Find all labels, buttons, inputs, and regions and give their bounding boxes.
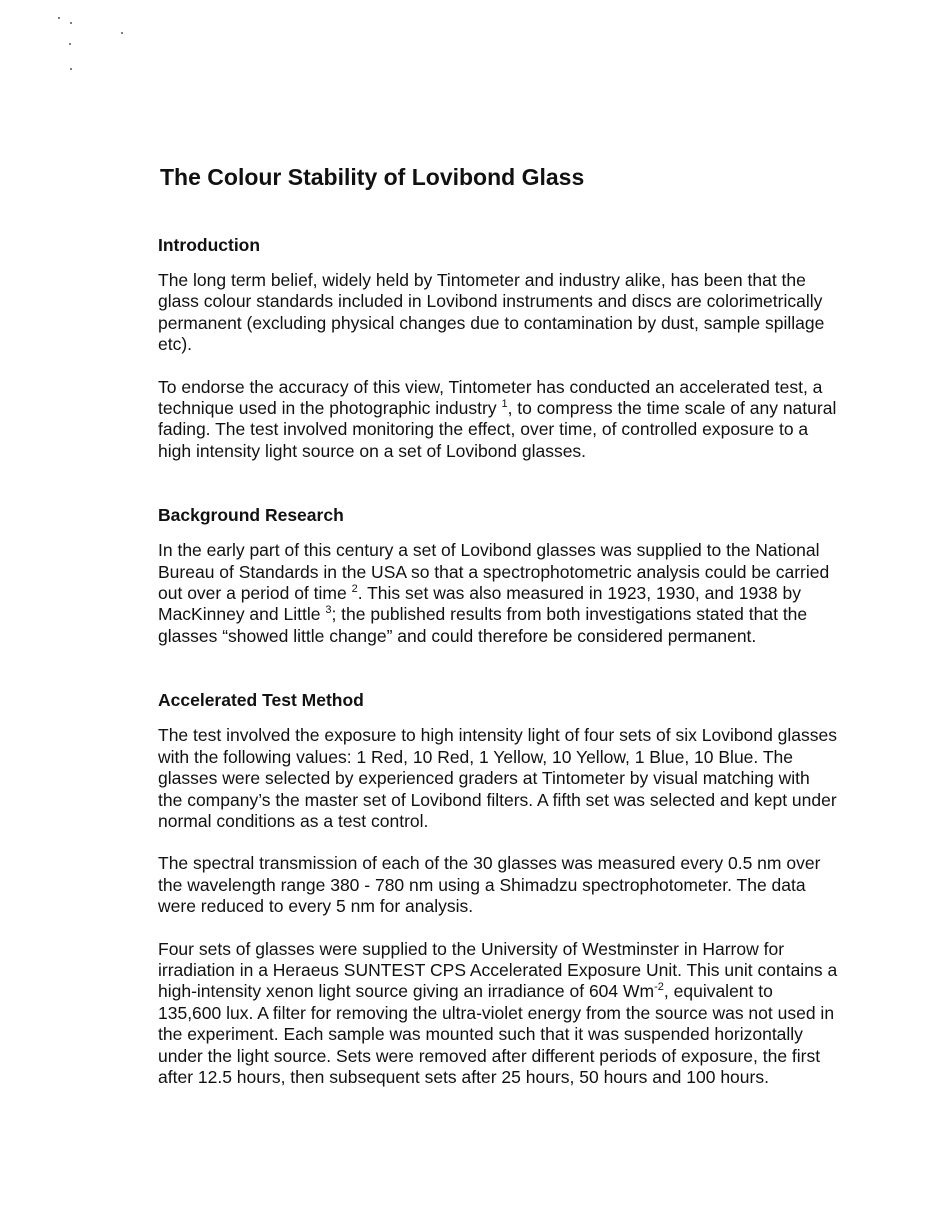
reference-marker: 1 [501,398,508,411]
paragraph-text: , equivalent to 135,600 lux. A filter for removing the ultra-violet energy from the source was not used in the experiment. Each sample was mounted such that it was suspended horizontally under the light source. Sets were removed after different periods of exposure, the first after 12.5 hours, then subsequent sets after 25 hours, 50 hours and 100 hours. [158,981,835,1087]
paragraph [158,939,838,1089]
section-heading-background: Background Research [158,505,344,526]
superscript: -2 [654,981,664,994]
section-heading-accelerated-test: Accelerated Test Method [158,690,364,711]
section-heading-introduction: Introduction [158,235,261,255]
paragraph-text: In the early part of this century a set of Lovibond glasses was supplied to the National Bureau of Standards in the USA so that a spectrophotometric analysis could be carried out over a period of time [158,540,830,604]
document-title: The Colour Stability of Lovibond Glass [160,164,585,190]
paragraph-text: , to compress the time scale of any natural fading. The test involved monitoring the effect, over time, of controlled exposure to a high intensity light source on a set of Lovibond glasses. [158,398,837,461]
paragraph-text: Four sets of glasses were supplied to the University of Westminster in Harrow for irradiation in a Heraeus SUNTEST CPS Accelerated Exposure Unit. This unit contains a high-intensity xenon light source giving an irradiance of 604 Wm [158,938,838,1002]
paragraph [158,540,838,647]
paragraph [158,377,838,463]
paragraph: The test involved the exposure to high intensity light of four sets of six Lovibond glasses with the following values: 1 Red, 10 Red, 1 Yellow, 10 Yellow, 1 Blue, 10 Blue. The glasses were selected by experienced graders at Tintometer by visual matching with the company’s the master set of Lovibond filters. A fifth set was selected and kept under normal conditions as a test control. [158,725,837,831]
paragraph-text: ; the published results from both investigations stated that the glasses “showed little change” and could therefore be considered permanent. [158,604,808,646]
reference-marker: 2 [351,583,358,596]
reference-marker: 3 [325,604,332,617]
paragraph-text: . This set was also measured in 1923, 1930, and 1938 by MacKinney and Little [158,583,801,625]
paragraph-text: To endorse the accuracy of this view, Tintometer has conducted an accelerated test, a technique used in the photographic industry [158,376,823,419]
paragraph: The long term belief, widely held by Tintometer and industry alike, has been that the glass colour standards included in Lovibond instruments and discs are colorimetrically permanent (excluding physical changes due to contamination by dust, sample spillage etc). [158,270,825,355]
paragraph: The spectral transmission of each of the 30 glasses was measured every 0.5 nm over the wavelength range 380 - 780 nm using a Shimadzu spectrophotometer. The data were reduced to every 5 nm for analysis. [158,853,821,917]
document-page [158,160,838,1109]
